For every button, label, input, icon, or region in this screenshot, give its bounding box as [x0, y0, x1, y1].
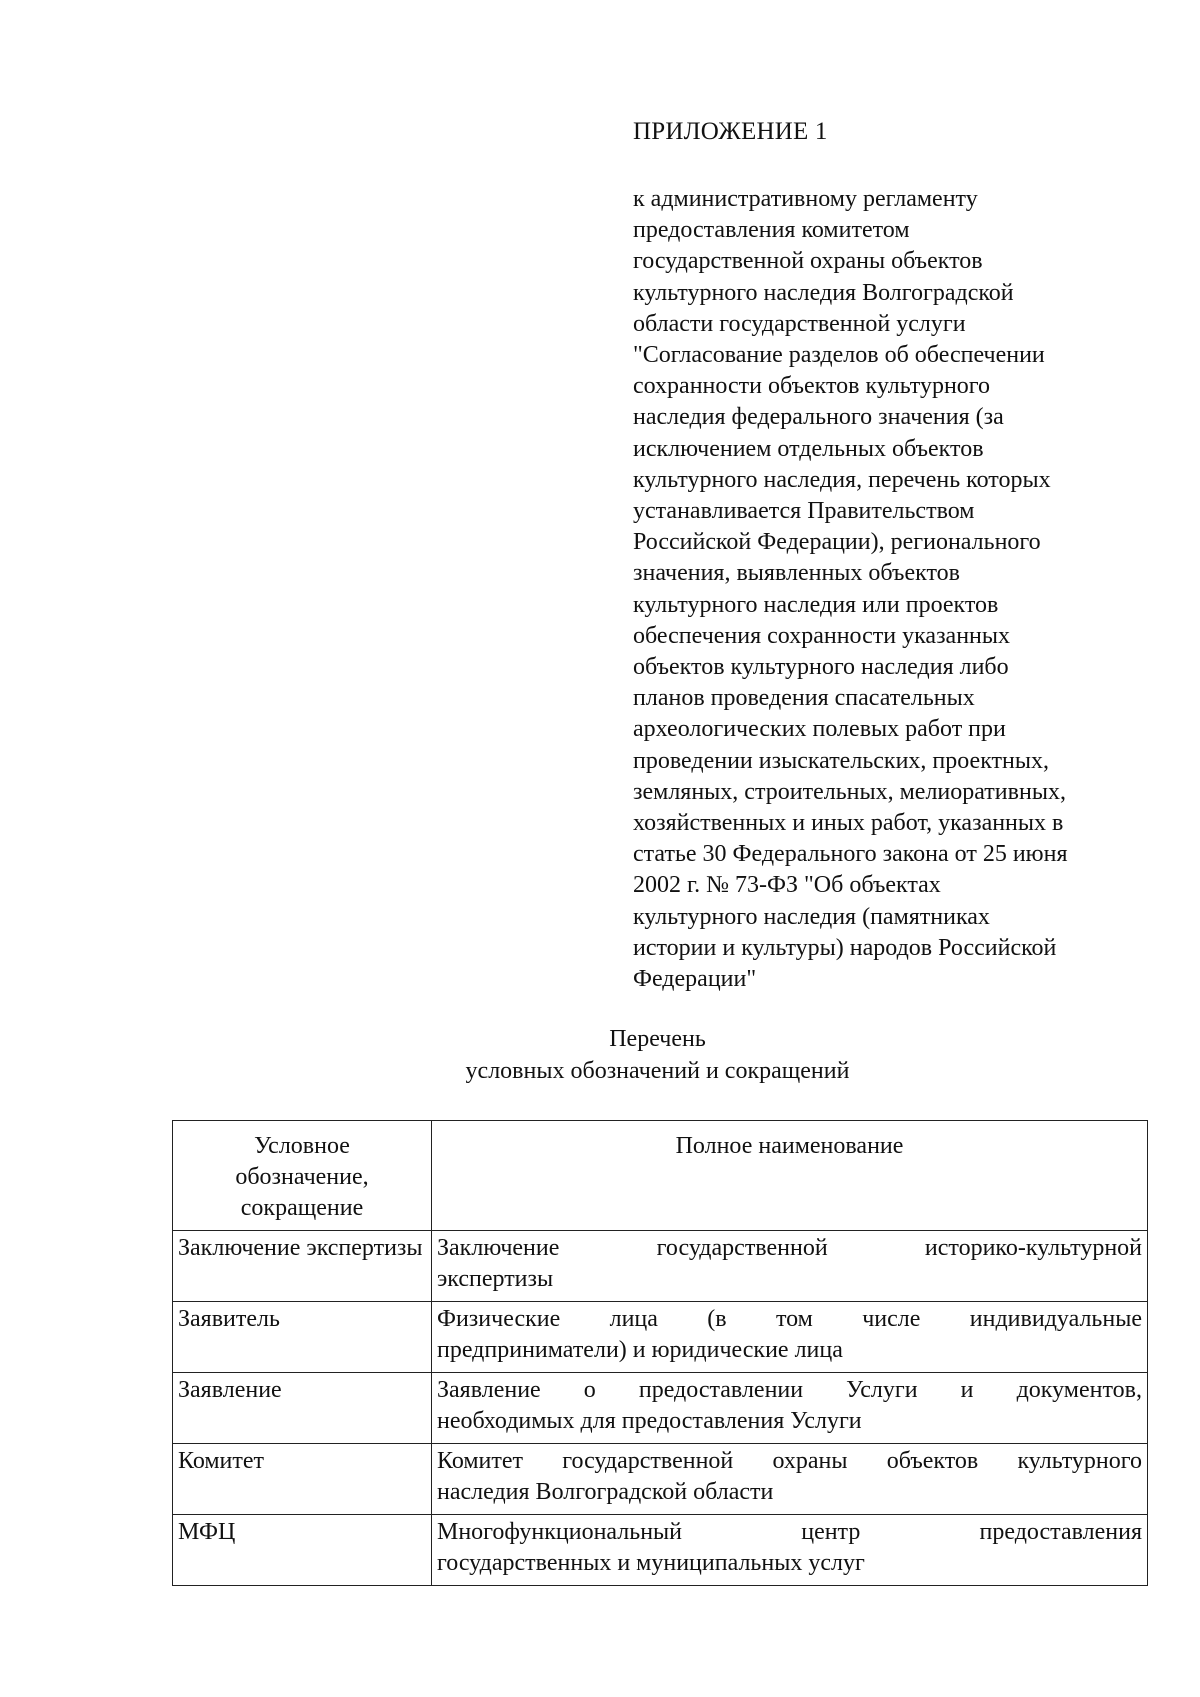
- appendix-description-line: Российской Федерации), регионального: [633, 529, 1041, 556]
- appendix-description-line: устанавливается Правительством: [633, 498, 975, 525]
- row-term: Заключение экспертизы: [173, 1231, 432, 1302]
- row-definition: [432, 1373, 1148, 1444]
- abbreviations-table: [172, 1120, 1148, 1586]
- row-definition-line: государственных и муниципальных услуг: [437, 1550, 865, 1576]
- appendix-description-line: области государственной услуги: [633, 310, 966, 337]
- header-definition: Полное наименование: [432, 1121, 1148, 1231]
- appendix-description-line: к административному регламенту: [633, 186, 978, 212]
- row-definition-line: Заявление о предоставлении Услуги и документов,: [437, 1377, 1142, 1403]
- table-row: [173, 1515, 1148, 1586]
- appendix-description-line: государственной охраны объектов: [633, 248, 983, 275]
- list-heading-line-1: Перечень: [609, 1026, 706, 1052]
- appendix-description-line: земляных, строительных, мелиоративных,: [633, 778, 1066, 805]
- list-heading-line-2: условных обозначений и сокращений: [465, 1058, 850, 1084]
- table-header-row: [173, 1121, 1148, 1231]
- row-definition-line: предприниматели) и юридические лица: [437, 1337, 843, 1363]
- appendix-description-line: наследия федерального значения (за: [633, 404, 1004, 431]
- appendix-description-line: статье 30 Федерального закона от 25 июня: [633, 841, 1068, 868]
- row-definition-line: наследия Волгоградской области: [437, 1479, 774, 1505]
- appendix-description-line: хозяйственных и иных работ, указанных в: [633, 810, 1064, 837]
- list-heading: [0, 1023, 1200, 1087]
- table-row: [173, 1231, 1148, 1302]
- appendix-description-line: обеспечения сохранности указанных: [633, 622, 1011, 649]
- table-row: [173, 1444, 1148, 1515]
- row-definition-line: экспертизы: [437, 1266, 554, 1292]
- row-definition-line: необходимых для предоставления Услуги: [437, 1408, 862, 1434]
- appendix-description-line: культурного наследия, перечень которых: [633, 466, 1051, 493]
- header-term-line: сокращение: [240, 1195, 364, 1221]
- row-term: Заявитель: [173, 1302, 432, 1373]
- appendix-description-line: 2002 г. № 73-ФЗ "Об объектах: [633, 872, 941, 899]
- row-definition-line: Многофункциональный центр предоставления: [437, 1519, 1142, 1545]
- table-row: [173, 1373, 1148, 1444]
- row-term: Заявление: [173, 1373, 432, 1444]
- row-definition-line: Заключение государственной историко-культурной: [437, 1235, 1142, 1261]
- row-definition: [432, 1444, 1148, 1515]
- row-term: Комитет: [173, 1444, 432, 1515]
- appendix-description-line: планов проведения спасательных: [633, 685, 975, 712]
- appendix-description-line: истории и культуры) народов Российской: [633, 934, 1057, 961]
- header-term-line: Условное: [254, 1133, 350, 1159]
- appendix-description: [633, 184, 1173, 995]
- appendix-description-line: сохранности объектов культурного: [633, 373, 991, 400]
- appendix-description-line: культурного наследия или проектов: [633, 591, 999, 618]
- appendix-description-line: исключением отдельных объектов: [633, 435, 984, 462]
- row-definition: [432, 1515, 1148, 1586]
- appendix-description-line: Федерации": [633, 966, 757, 993]
- appendix-description-line: культурного наследия (памятниках: [633, 903, 990, 930]
- row-definition: [432, 1302, 1148, 1373]
- appendix-title: ПРИЛОЖЕНИЕ 1: [633, 118, 828, 145]
- table-row: [173, 1302, 1148, 1373]
- appendix-description-line: проведении изыскательских, проектных,: [633, 747, 1050, 774]
- appendix-description-line: археологических полевых работ при: [633, 716, 1006, 743]
- appendix-description-line: значения, выявленных объектов: [633, 560, 960, 587]
- appendix-description-line: предоставления комитетом: [633, 217, 910, 244]
- appendix-description-line: "Согласование разделов об обеспечении: [633, 342, 1045, 369]
- appendix-description-line: объектов культурного наследия либо: [633, 654, 1009, 681]
- header-term-line: обозначение,: [235, 1164, 369, 1190]
- header-term: [173, 1121, 432, 1231]
- row-definition-line: Комитет государственной охраны объектов культурного: [437, 1448, 1142, 1474]
- row-definition: [432, 1231, 1148, 1302]
- appendix-description-line: культурного наследия Волгоградской: [633, 279, 1014, 306]
- row-term: МФЦ: [173, 1515, 432, 1586]
- row-definition-line: Физические лица (в том числе индивидуальные: [437, 1306, 1142, 1332]
